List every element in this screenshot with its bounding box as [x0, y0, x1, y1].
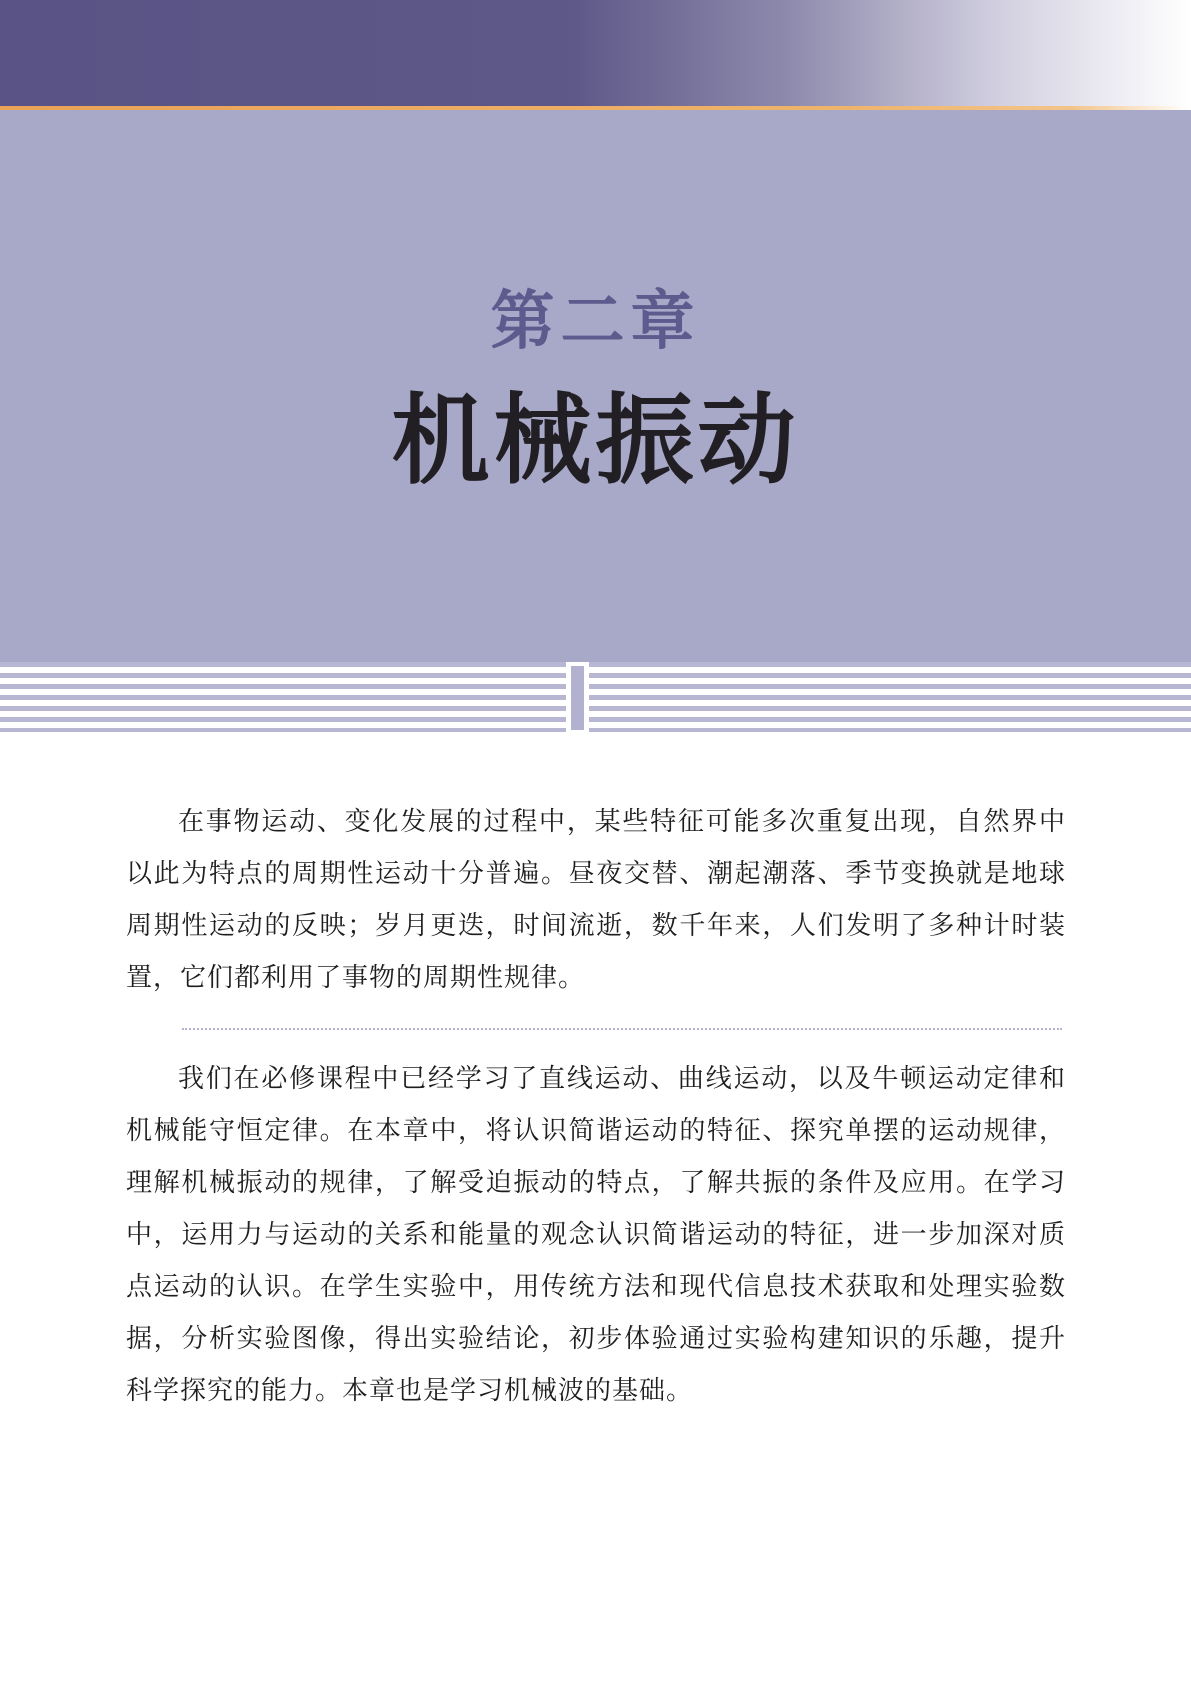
dotted-divider [182, 1028, 1062, 1030]
decorative-stripes-right [589, 662, 1191, 732]
top-banner [0, 0, 1191, 106]
chapter-title: 机械振动 [391, 384, 800, 498]
objectives-paragraph: 我们在必修课程中已经学习了直线运动、曲线运动，以及牛顿运动定律和机械能守恒定律。在本章中，将认识简谐运动的特征、探究单摆的运动规律，理解机械振动的规律，了解受迫振动的特点，了解共振的条件及应用。在学习中，运用力与运动的关系和能量的观念认识简谐运动的特征，进一步加深对质点运动的认识。在学生实验中，用传统方法和现代信息技术获取和处理实验数据，分析实验图像，得出实验结论，初步体验通过实验构建知识的乐趣，提升科学探究的能力。本章也是学习机械波的基础。 [126, 1064, 1066, 1406]
chapter-number: 第二章 [490, 284, 701, 359]
decorative-stripes-left [0, 662, 566, 732]
intro-paragraph: 在事物运动、变化发展的过程中，某些特征可能多次重复出现，自然界中以此为特点的周期性运动十分普遍。昼夜交替、潮起潮落、季节变换就是地球周期性运动的反映；岁月更迭，时间流逝，数千年来，人们发明了多种计时装置，它们都利用了事物的周期性规律。 [126, 807, 1066, 993]
decorative-center-bar [571, 666, 584, 730]
